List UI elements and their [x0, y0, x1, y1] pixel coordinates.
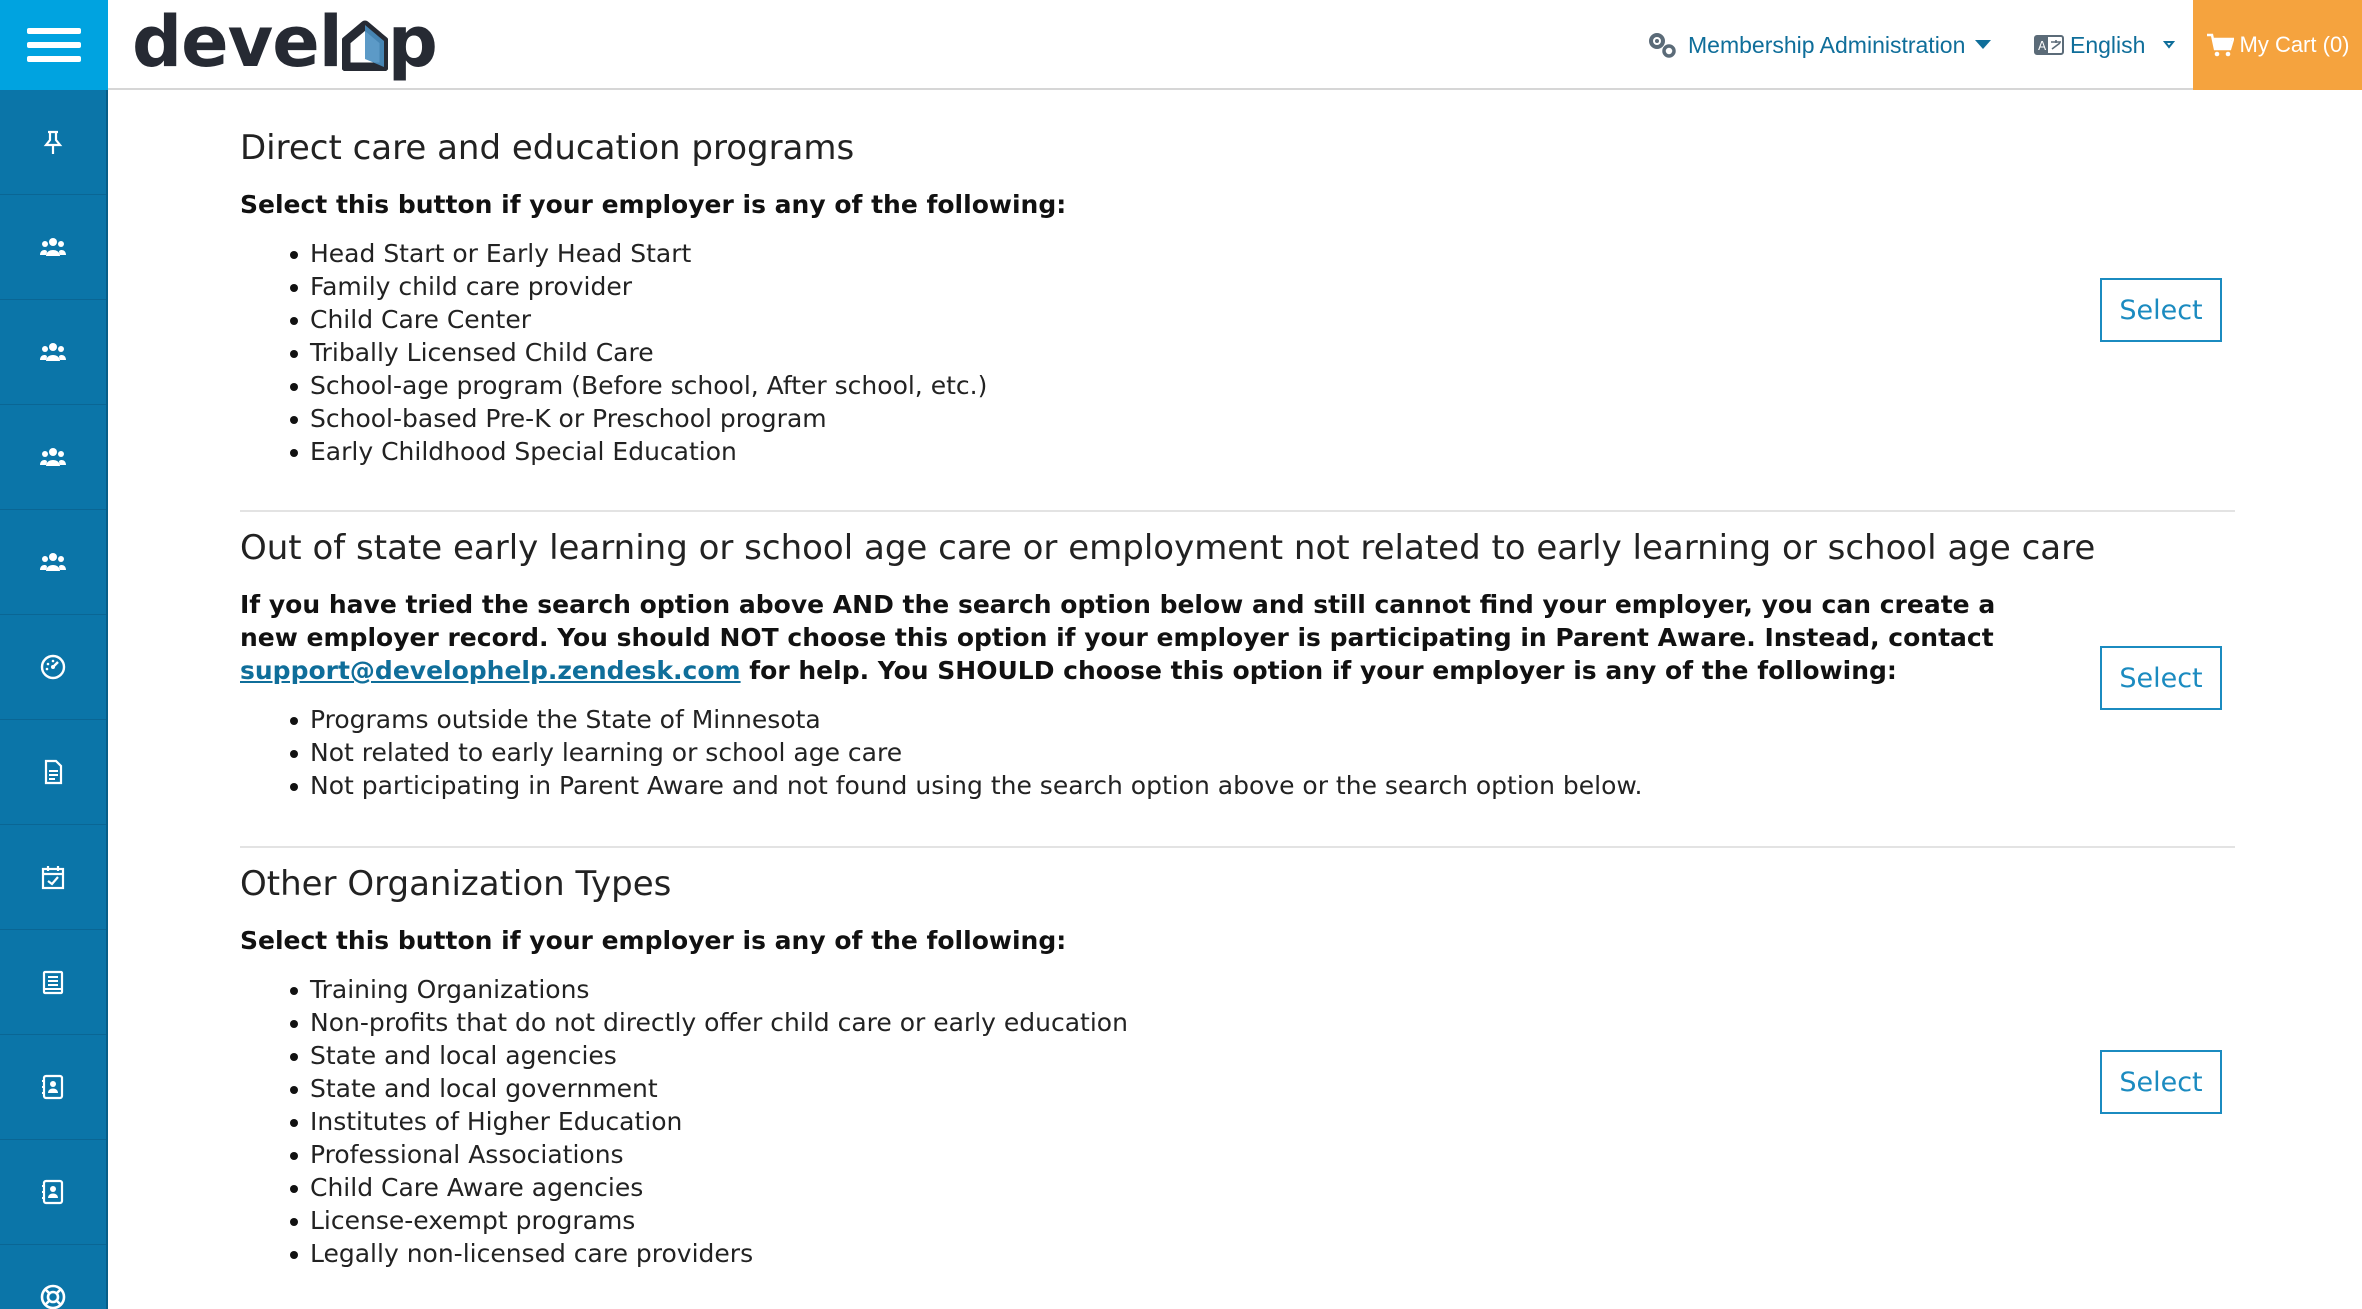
select-direct-care-button[interactable]: Select — [2100, 278, 2222, 342]
list-item: Institutes of Higher Education — [310, 1105, 2235, 1138]
contact-card-icon — [39, 1073, 67, 1101]
hamburger-menu-button[interactable] — [0, 0, 108, 90]
list-item: Family child care provider — [310, 270, 2235, 303]
section-list — [310, 703, 2235, 802]
house-logo-icon — [342, 7, 388, 87]
list-item: State and local agencies — [310, 1039, 2235, 1072]
section-list — [310, 237, 2235, 468]
develop-logo[interactable] — [132, 2, 437, 88]
logo-text: devel — [132, 1, 342, 83]
menu-icon-bar — [27, 42, 81, 48]
sidebar-item-pin[interactable] — [0, 90, 106, 195]
document-icon — [39, 758, 67, 786]
calendar-check-icon — [39, 863, 67, 891]
sidebar-item-documents[interactable] — [0, 720, 106, 825]
sidebar-item-contacts-1[interactable] — [0, 1035, 106, 1140]
my-cart-button[interactable] — [2193, 0, 2362, 90]
section-intro: Select this button if your employer is any of the following: — [240, 190, 1067, 219]
employer-type-direct-care — [240, 126, 2235, 468]
users-icon — [39, 443, 67, 471]
list-item: Training Organizations — [310, 973, 2235, 1006]
svg-text:A: A — [2038, 39, 2047, 53]
list-item: Legally non-licensed care providers — [310, 1237, 2235, 1270]
list-item: Professional Associations — [310, 1138, 2235, 1171]
gears-icon — [1646, 31, 1678, 59]
sidebar-item-help[interactable] — [0, 1245, 106, 1309]
sidebar-nav — [0, 90, 108, 1309]
employer-type-out-of-state — [240, 526, 2235, 802]
menu-icon — [27, 28, 81, 34]
membership-administration-menu[interactable] — [1646, 0, 1991, 90]
language-label: English — [2070, 31, 2146, 58]
language-selector[interactable] — [2034, 0, 2181, 90]
main-content — [108, 90, 2362, 1309]
list-item: School-age program (Before school, After school, etc.) — [310, 369, 2235, 402]
section-list — [310, 973, 2235, 1270]
lifebuoy-icon — [39, 1283, 67, 1309]
select-other-organizations-button[interactable]: Select — [2100, 1050, 2222, 1114]
chevron-down-icon — [2151, 38, 2181, 52]
logo-text-end: p — [387, 1, 437, 83]
users-icon — [39, 548, 67, 576]
select-out-of-state-button[interactable]: Select — [2100, 646, 2222, 710]
sidebar-item-courses[interactable] — [0, 930, 106, 1035]
intro-text-end: for help. You SHOULD choose this option if your employer is any of the following: — [740, 656, 1897, 685]
section-divider — [240, 846, 2235, 848]
shopping-cart-icon — [2206, 33, 2234, 57]
list-item: Early Childhood Special Education — [310, 435, 2235, 468]
section-intro: Select this button if your employer is any of the following: — [240, 926, 1067, 955]
list-item: Programs outside the State of Minnesota — [310, 703, 2235, 736]
membership-administration-label: Membership Administration — [1688, 31, 1966, 58]
section-title: Direct care and education programs — [240, 128, 855, 168]
list-item: Not related to early learning or school age care — [310, 736, 2235, 769]
list-item: Child Care Aware agencies — [310, 1171, 2235, 1204]
sidebar-item-contacts-2[interactable] — [0, 1140, 106, 1245]
sidebar-item-users-3[interactable] — [0, 405, 106, 510]
section-title: Other Organization Types — [240, 864, 672, 904]
list-item: License-exempt programs — [310, 1204, 2235, 1237]
users-icon — [39, 233, 67, 261]
list-item: Not participating in Parent Aware and not found using the search option above or the search option below. — [310, 769, 2235, 802]
list-item: State and local government — [310, 1072, 2235, 1105]
intro-text: If you have tried the search option above AND the search option below and still cannot find your employer, you can create a new employer record. You should NOT choose this option if your employer is participating in Parent Aware. Instead, contact — [240, 590, 1996, 652]
menu-icon-bar — [27, 56, 81, 62]
sidebar-item-users-1[interactable] — [0, 195, 106, 300]
list-item: Non-profits that do not directly offer child care or early education — [310, 1006, 2235, 1039]
sidebar-item-calendar[interactable] — [0, 825, 106, 930]
sidebar-item-users-2[interactable] — [0, 300, 106, 405]
support-email-link[interactable]: support@develophelp.zendesk.com — [240, 656, 741, 685]
section-title: Out of state early learning or school age care or employment not related to early learning or school age care — [240, 528, 2096, 568]
cart-label: My Cart (0) — [2239, 32, 2350, 57]
pin-icon — [39, 128, 67, 156]
users-icon — [39, 338, 67, 366]
list-item: Head Start or Early Head Start — [310, 237, 2235, 270]
sidebar-item-dashboard[interactable] — [0, 615, 106, 720]
language-icon — [2034, 35, 2064, 55]
list-item: Tribally Licensed Child Care — [310, 336, 2235, 369]
section-intro — [240, 588, 2050, 687]
dashboard-icon — [39, 653, 67, 681]
list-item: Child Care Center — [310, 303, 2235, 336]
employer-type-other-organizations — [240, 862, 2235, 1270]
section-divider — [240, 510, 2235, 512]
book-icon — [39, 968, 67, 996]
top-header — [0, 0, 2362, 90]
sidebar-item-users-4[interactable] — [0, 510, 106, 615]
list-item: School-based Pre-K or Preschool program — [310, 402, 2235, 435]
contact-card-icon — [39, 1178, 67, 1206]
caret-down-icon — [1975, 40, 1991, 50]
